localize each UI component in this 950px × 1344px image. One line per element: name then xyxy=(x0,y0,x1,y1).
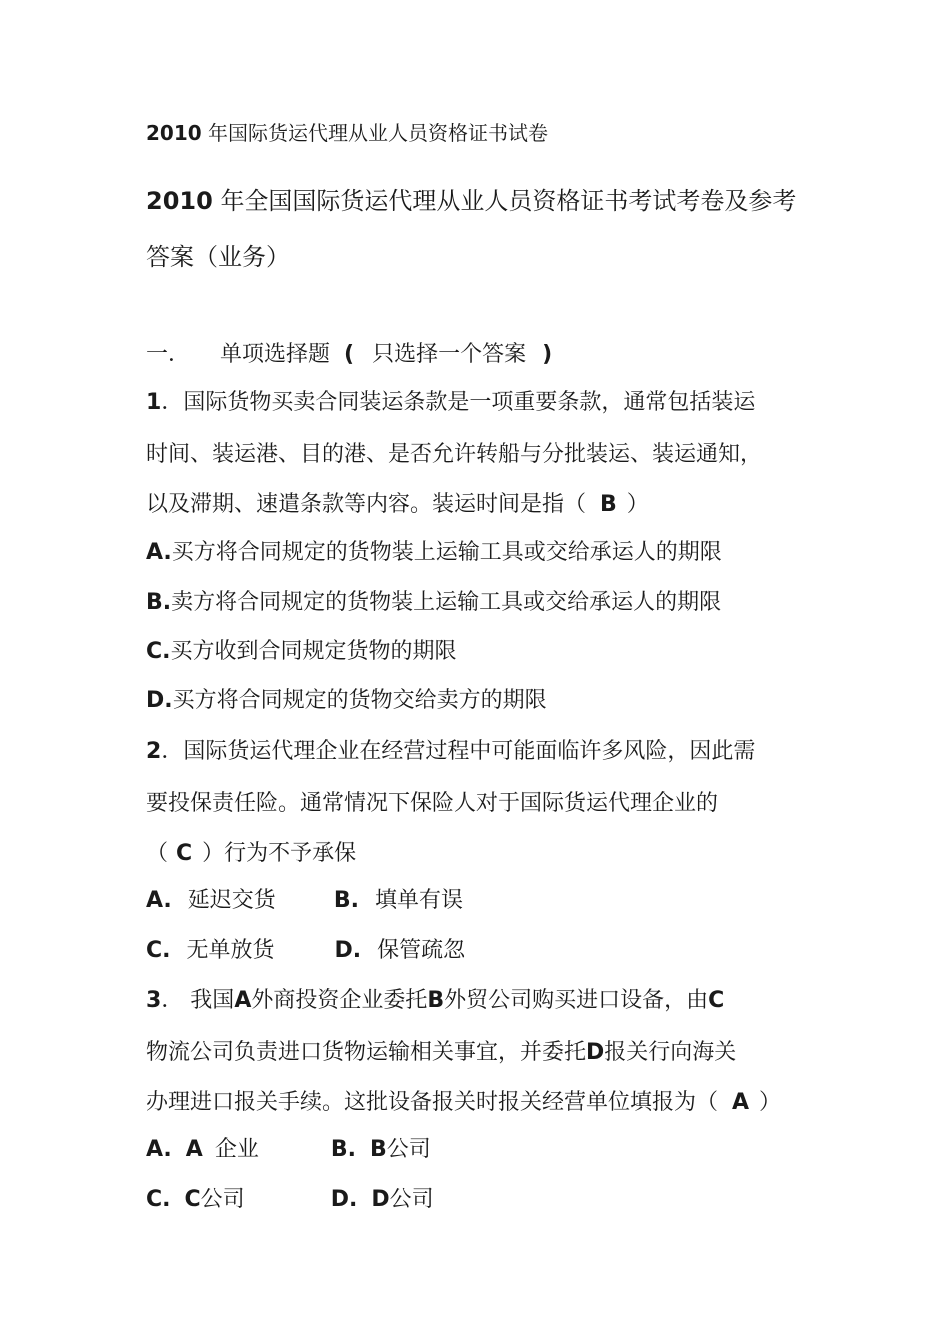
question-2-line-3 xyxy=(146,839,356,869)
section-paren-close: ) xyxy=(542,342,553,367)
question-2-text-2: 要投保责任险。通常情况下保险人对于国际货运代理企业的 xyxy=(146,791,719,816)
question-3-text-2b: 报关行向海关 xyxy=(604,1040,737,1065)
question-1-line-3 xyxy=(146,490,649,520)
section-note: 只选择一个答案 xyxy=(372,342,527,367)
question-2-line-2 xyxy=(146,789,718,819)
question-1-number: 1 xyxy=(146,390,162,415)
question-3-line-3 xyxy=(146,1088,781,1118)
question-3-options-row-1 xyxy=(146,1135,431,1165)
question-3-text-3: 办理进口报关手续。这批设备报关时报关经营单位填报为（ xyxy=(146,1090,719,1115)
question-3-text-1b: 外商投资企业委托 xyxy=(251,988,428,1013)
question-2-open-paren: （ xyxy=(146,841,169,866)
question-3-text-1a: ． 我国 xyxy=(161,988,235,1013)
question-3-answer: A xyxy=(732,1090,750,1115)
entity-b: B xyxy=(427,988,445,1013)
question-3-close-paren: ） xyxy=(759,1090,782,1115)
question-1-option-a xyxy=(146,538,722,568)
question-3-line-2 xyxy=(146,1038,736,1068)
question-2-options-row-1 xyxy=(146,886,463,916)
option-text: 买方将合同规定的货物装上运输工具或交给承运人的期限 xyxy=(171,540,722,565)
title-main-year: 2010 xyxy=(146,187,213,215)
question-1-line-1 xyxy=(146,388,755,418)
option-text: 卖方将合同规定的货物装上运输工具或交给承运人的期限 xyxy=(171,590,722,615)
document-title-main-line2 xyxy=(146,242,290,272)
option-letter: D. xyxy=(146,688,173,713)
option-code: A xyxy=(185,1137,203,1162)
option-text: 公司 xyxy=(389,1187,434,1212)
question-3-text-2a: 物流公司负责进口货物运输相关事宜，并委托 xyxy=(146,1040,587,1065)
question-1-answer: B xyxy=(600,492,617,517)
option-letter: D. xyxy=(330,1187,358,1212)
entity-a: A xyxy=(234,988,252,1013)
option-letter: C. xyxy=(146,1187,171,1212)
question-1-text-2: 时间、装运港、目的港、是否允许转船与分批装运、装运通知， xyxy=(146,442,763,467)
question-3-options-row-2 xyxy=(146,1185,434,1215)
entity-c: C xyxy=(708,988,725,1013)
question-3-line-1 xyxy=(146,986,724,1016)
option-letter: D. xyxy=(334,938,362,963)
option-text: 公司 xyxy=(200,1187,245,1212)
question-2-text-3: ）行为不予承保 xyxy=(202,841,357,866)
option-code: B xyxy=(369,1137,387,1162)
question-1-close-paren: ） xyxy=(626,492,649,517)
document-title-main xyxy=(146,186,796,216)
option-letter: A. xyxy=(146,1137,172,1162)
option-text: 填单有误 xyxy=(374,888,463,913)
option-letter: B. xyxy=(330,1137,356,1162)
document-title-small xyxy=(146,118,548,148)
question-1-line-2 xyxy=(146,440,762,470)
question-1-option-c xyxy=(146,637,457,667)
option-letter: C. xyxy=(146,639,171,664)
title-main-text2: 答案（业务） xyxy=(146,243,290,271)
question-1-option-d xyxy=(146,686,547,716)
section-paren-open: ( xyxy=(344,342,355,367)
section-label: 单项选择题 xyxy=(220,342,331,367)
entity-d: D xyxy=(586,1040,605,1065)
question-1-text-1: ．国际货物买卖合同装运条款是一项重要条款，通常包括装运 xyxy=(161,390,756,415)
option-letter: A. xyxy=(146,540,172,565)
section-heading xyxy=(146,340,552,370)
option-code: C xyxy=(184,1187,201,1212)
option-letter: B. xyxy=(333,888,359,913)
option-letter: B. xyxy=(146,590,172,615)
title-text: 年国际货运代理从业人员资格证书试卷 xyxy=(208,121,549,145)
title-main-text: 年全国国际货运代理从业人员资格证书考试考卷及参考 xyxy=(220,187,797,215)
question-1-option-b xyxy=(146,588,721,618)
option-text: 无单放货 xyxy=(186,938,275,963)
question-3-number: 3 xyxy=(146,988,162,1013)
option-letter: C. xyxy=(146,938,171,963)
option-text: 买方将合同规定的货物交给卖方的期限 xyxy=(172,688,547,713)
question-2-number: 2 xyxy=(146,739,162,764)
option-text: 公司 xyxy=(386,1137,431,1162)
question-2-line-1 xyxy=(146,737,755,767)
section-number: 一． xyxy=(146,342,191,367)
question-2-options-row-2 xyxy=(146,936,465,966)
option-letter: A. xyxy=(146,888,172,913)
option-text: 买方收到合同规定货物的期限 xyxy=(170,639,457,664)
question-3-text-1c: 外贸公司购买进口设备，由 xyxy=(444,988,709,1013)
title-year: 2010 xyxy=(146,121,202,145)
option-text: 延迟交货 xyxy=(187,888,276,913)
option-text: 保管疏忽 xyxy=(377,938,466,963)
option-code: D xyxy=(371,1187,390,1212)
question-2-answer: C xyxy=(176,841,193,866)
question-2-text-1: ．国际货运代理企业在经营过程中可能面临许多风险，因此需 xyxy=(161,739,756,764)
option-text: 企业 xyxy=(214,1137,259,1162)
question-1-text-3: 以及滞期、速遣条款等内容。装运时间是指（ xyxy=(146,492,587,517)
